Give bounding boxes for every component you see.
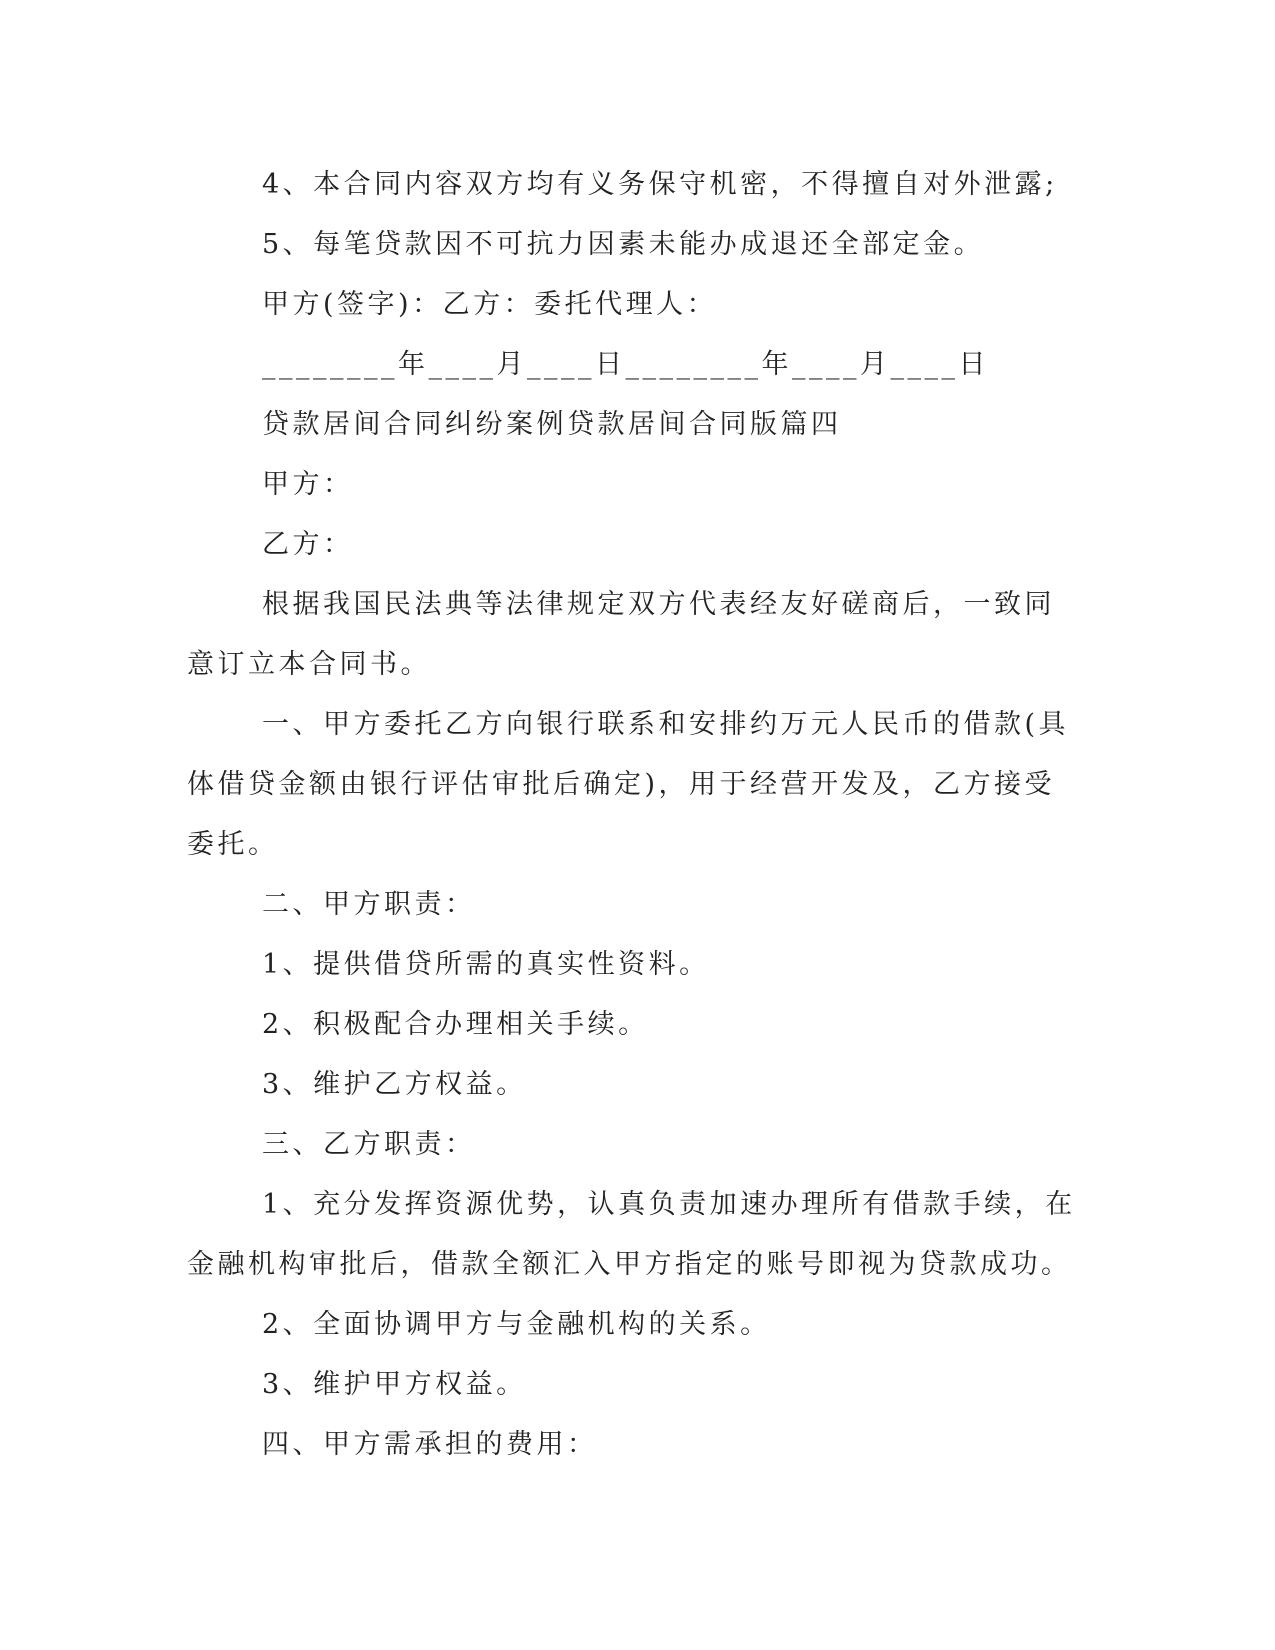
party-b-duty-2: 2、全面协调甲方与金融机构的关系。 [262,1309,771,1340]
party-a-duty-2: 2、积极配合办理相关手续。 [262,1009,649,1040]
clause-confidentiality: 4、本合同内容双方均有义务保守机密，不得擅自对外泄露; [262,169,1058,200]
signature-date-line: ________年____月____日________年____月____日 [262,349,989,380]
party-a-duty-1: 1、提供借贷所需的真实性资料。 [262,949,710,980]
preamble-paragraph: 根据我国民法典等法律规定双方代表经友好磋商后，一致同意订立本合同书。 [187,589,1055,680]
party-b-label: 乙方： [262,529,354,560]
document-body [187,155,1077,1475]
section-title: 贷款居间合同纠纷案例贷款居间合同版篇四 [262,409,842,440]
article-one-paragraph: 一、甲方委托乙方向银行联系和安排约万元人民币的借款(具体借贷金额由银行评估审批后确定)，用于经营开发及，乙方接受委托。 [187,709,1070,860]
article-four-heading: 四、甲方需承担的费用： [262,1429,598,1460]
party-b-duty-3: 3、维护甲方权益。 [262,1369,527,1400]
party-b-duty-1: 1、充分发挥资源优势，认真负责加速办理所有借款手续，在金融机构审批后，借款全额汇入甲方指定的账号即视为贷款成功。 [187,1189,1076,1280]
article-three-heading: 三、乙方职责： [262,1129,476,1160]
clause-deposit-refund: 5、每笔贷款因不可抗力因素未能办成退还全部定金。 [262,229,985,260]
signature-line: 甲方(签字)：乙方：委托代理人： [262,289,718,320]
party-a-duty-3: 3、维护乙方权益。 [262,1069,527,1100]
party-a-label: 甲方： [262,469,354,500]
article-two-heading: 二、甲方职责： [262,889,476,920]
